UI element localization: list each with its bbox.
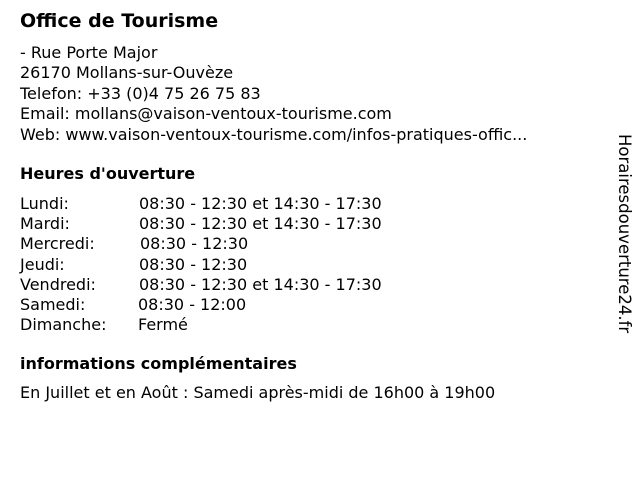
watermark-text: Horairesdouverture24.fr: [615, 134, 634, 334]
day-label: Dimanche:: [20, 315, 107, 335]
day-hours: Fermé: [138, 315, 188, 335]
phone-number[interactable]: Telefon: +33 (0)4 75 26 75 83: [20, 83, 261, 103]
contact-block: [20, 43, 527, 145]
day-label: Jeudi:: [20, 254, 65, 274]
address-city: 26170 Mollans-sur-Ouvèze: [20, 63, 234, 83]
website-link[interactable]: Web: www.vaison-ventoux-tourisme.com/infos-pratiques-offic...: [20, 124, 528, 144]
day-hours: 08:30 - 12:30 et 14:30 - 17:30: [139, 274, 382, 294]
day-label: Lundi:: [20, 194, 69, 213]
day-hours: 08:30 - 12:30 et 14:30 - 17:30: [139, 194, 382, 213]
day-hours: 08:30 - 12:30: [139, 254, 248, 274]
address-street: - Rue Porte Major: [20, 43, 158, 62]
day-label: Vendredi:: [20, 274, 96, 294]
email-address[interactable]: Email: mollans@vaison-ventoux-tourisme.com: [20, 104, 392, 124]
day-hours: 08:30 - 12:00: [138, 294, 247, 314]
day-label: Mardi:: [20, 214, 70, 234]
additional-info-heading: informations complémentaires: [20, 354, 297, 373]
day-hours: 08:30 - 12:30 et 14:30 - 17:30: [139, 214, 382, 234]
site-watermark: [612, 134, 636, 370]
office-title: Office de Tourisme: [20, 10, 219, 32]
opening-hours-heading: Heures d'ouverture: [20, 164, 196, 183]
additional-info-text: En Juillet et en Août : Samedi après-midi de 16h00 à 19h00: [20, 383, 496, 402]
day-hours: 08:30 - 12:30: [140, 234, 249, 254]
day-label: Mercredi:: [20, 234, 95, 254]
day-label: Samedi:: [20, 294, 86, 314]
